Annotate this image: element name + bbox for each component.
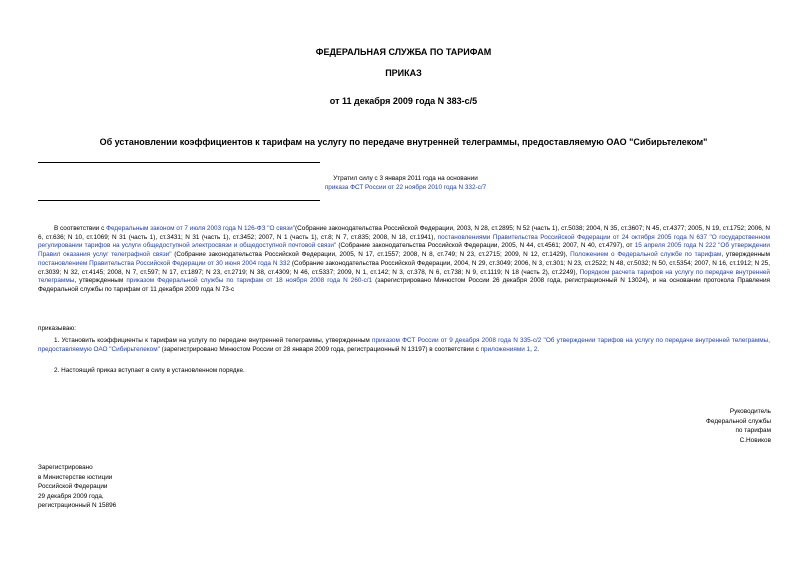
- document-title: Об установлении коэффициентов к тарифам на услугу по передаче внутренней телеграммы, предоставляемую ОАО "Сибирьтелеком": [99, 137, 708, 147]
- registration-block: [38, 463, 238, 511]
- item-text: 1. Установить коэффициенты к тарифам на услугу по передаче внутренней телеграммы, утвержденным: [54, 337, 373, 344]
- status-text: Утратил силу с 3 января 2011 года на основании: [333, 175, 478, 182]
- preamble-text: (Собрание законодательства Российской Федерации, 2004, N 29, ст.3049; 2006, N 3, ст.301; N 23, ст.2522; N 48, ст.5032; N 50, ст.5354; 2007, N 16, ст.1912; N 25, ст.3039; N 32, ст.4145; 2008, N 7, ст.597; N 17, ст.1897; N 23, ст.2719; N 38, ст.4309; N 46, ст.5337; 2009, N 1, ст.142; N 3, ст.378, N 6, ст.738; N 9, ст.1119; N 18 (часть 2), ст.2249),: [38, 259, 771, 276]
- registration-line: регистрационный N 15896: [38, 502, 117, 510]
- link-decree-222[interactable]: 15 апреля 2005 года N 222 "Об утверждении Правил оказания услуг телеграфной связи": [38, 242, 770, 259]
- signature-line: Руководитель: [729, 408, 771, 415]
- link-appendix-1[interactable]: приложениями 1: [480, 345, 531, 353]
- signature-line: по тарифам: [735, 427, 771, 435]
- order-item-2: 2. Настоящий приказ вступает в силу в установленном порядке.: [54, 367, 245, 374]
- document-date-number: от 11 декабря 2009 года N 383-с/5: [329, 96, 478, 106]
- order-item-1: [38, 337, 770, 354]
- link-appendix-2[interactable]: 2: [533, 345, 538, 353]
- link-government-decree-637[interactable]: постановлениями Правительства Российской Федерации от 24 октября 2005 года N 637 "О государственном регулировании тарифов на услуги общедоступной электросвязи и общедоступной почтовой связи": [38, 233, 770, 250]
- preamble-text: (Собрание законодательства Российской Федерации, 2005, N 17, ст.1557; 2008, N 8, ст.749; N 23, ст.2715; 2009, N 12, ст.1429),: [171, 251, 571, 259]
- registration-line: Зарегистрировано: [38, 464, 93, 471]
- agency-name: ФЕДЕРАЛЬНАЯ СЛУЖБА ПО ТАРИФАМ: [315, 47, 492, 57]
- item-text: ,: [530, 345, 534, 353]
- signature-line: Федеральной службы: [706, 417, 771, 425]
- item-text: .: [537, 345, 540, 353]
- signature-block: [571, 407, 771, 445]
- order-word: приказываю:: [38, 325, 76, 332]
- divider-top: [38, 162, 320, 163]
- link-tariff-calculation-procedure[interactable]: Порядком расчета тарифов на услугу по передаче внутренней телеграммы: [38, 268, 770, 285]
- link-law-on-communications[interactable]: Федеральным законом от 7 июля 2003 года N 126-ФЗ "О связи": [106, 225, 296, 232]
- preamble-text: (Собрание законодательства Российской Федерации, 2005, N 44, ст.4561; 2007, N 40, ст.4797), от: [336, 242, 635, 250]
- signature-name: С.Новиков: [739, 436, 771, 444]
- preamble-text: (Собрание законодательства Российской Федерации, 2003, N 28, ст.2895; N 52 (часть 1), ст.5038; 2004, N 35, ст.3607; N 45, ст.4377; 2005, N 19, ст.1752; 2006, N 6, ст.636; N 10, ст.1069; N 31 (часть 1), ст.3431; N 31 (часть 1), ст.3452; 2007, N 1 (часть 1), ст.8; N 7, ст.835; 2008, N 18, ст.1941),: [38, 225, 771, 241]
- preamble-text: (зарегистрировано Минюстом России 26 декабря 2008 года, регистрационный N 13024), и на основании протокола Правления Федеральной службы по тарифам от 11 декабря 2009 года N 73-с: [38, 277, 770, 293]
- link-fst-order-260[interactable]: приказом Федеральной службы по тарифам от 18 ноября 2008 года N 260-с/1: [126, 277, 373, 285]
- status-note: [258, 174, 553, 192]
- preamble-text: , утвержденным: [74, 277, 127, 285]
- registration-line: 29 декабря 2009 года,: [38, 492, 104, 500]
- link-fst-regulation[interactable]: Положением о Федеральной службе по тарифам: [570, 251, 722, 259]
- divider-bottom: [38, 200, 320, 201]
- document-type: ПРИКАЗ: [385, 68, 422, 78]
- status-link[interactable]: приказа ФСТ России от 22 ноября 2010 года N 332-с/7: [324, 184, 487, 191]
- registration-line: в Министерстве юстиции: [38, 473, 113, 481]
- registration-line: Российской Федерации: [38, 483, 108, 491]
- link-decree-332[interactable]: постановлением Правительства Российской Федерации от 30 июня 2004 года N 332: [38, 259, 291, 267]
- preamble-text: , утвержденным: [721, 251, 770, 259]
- link-fst-order-335[interactable]: приказом ФСТ России от 9 декабря 2008 года N 335-с/2 "Об утверждении тарифов на услугу по передаче внутренней телеграммы, предоставляемую ОАО "Сибирьтелеком": [38, 337, 770, 353]
- item-text: (зарегистрировано Минюстом России от 28 января 2009 года, регистрационный N 13197) в соответствии с: [159, 345, 481, 353]
- preamble-paragraph: [38, 225, 770, 295]
- preamble-text: В соответствии с: [54, 225, 107, 232]
